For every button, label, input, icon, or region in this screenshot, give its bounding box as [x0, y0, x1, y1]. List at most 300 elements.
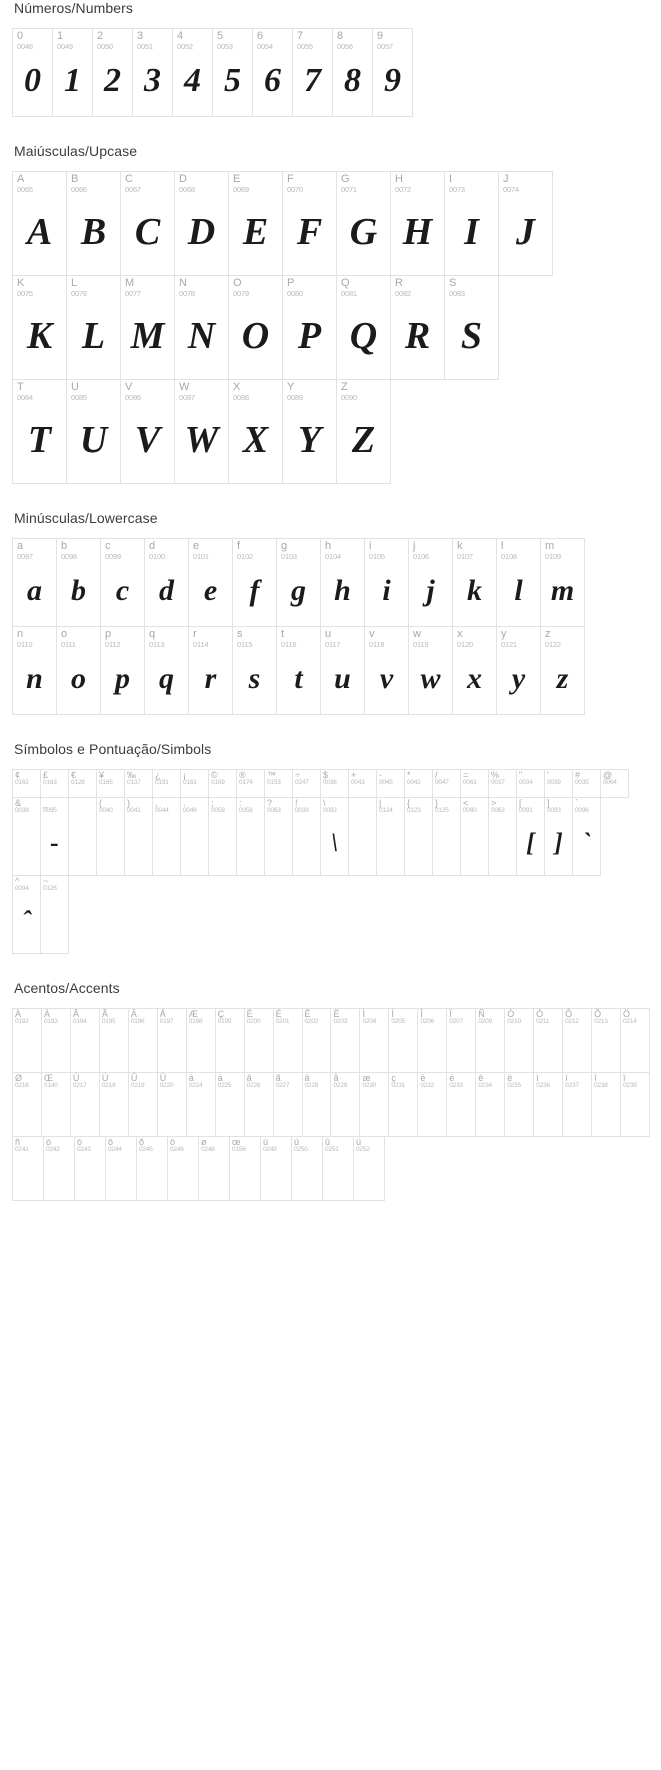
- glyph-cell[interactable]: [145, 627, 189, 715]
- glyph-cell[interactable]: [13, 627, 57, 715]
- glyph-character-label: Ç: [217, 1009, 225, 1019]
- glyph-cell[interactable]: [349, 798, 377, 876]
- glyph-cell[interactable]: [453, 539, 497, 627]
- glyph-code-label: 0094: [15, 885, 29, 893]
- glyph-cell[interactable]: [621, 1009, 650, 1073]
- glyph-cell[interactable]: [601, 770, 629, 798]
- glyph-preview: [476, 1026, 504, 1072]
- glyph-cell[interactable]: [173, 29, 213, 117]
- glyph-cell[interactable]: [373, 29, 413, 117]
- glyph-character-label: /: [435, 770, 438, 780]
- glyph-cell[interactable]: [277, 539, 321, 627]
- glyph-cell[interactable]: [237, 798, 265, 876]
- glyph-meta: [349, 770, 376, 787]
- glyph-cell[interactable]: [13, 29, 53, 117]
- glyph-cell[interactable]: [175, 276, 229, 380]
- glyph-meta: [360, 1009, 388, 1026]
- glyph-cell[interactable]: [181, 770, 209, 798]
- glyph-cell[interactable]: [175, 380, 229, 484]
- glyph-meta: [153, 798, 180, 815]
- glyph-meta: [476, 1009, 504, 1026]
- glyph-cell[interactable]: [13, 1009, 42, 1073]
- glyph-cell[interactable]: [476, 1073, 505, 1137]
- glyph-meta: [337, 172, 390, 193]
- glyph-cell[interactable]: [42, 1073, 71, 1137]
- glyph-character-label: Í: [391, 1009, 394, 1019]
- glyph-cell[interactable]: [321, 770, 349, 798]
- glyph-cell[interactable]: [57, 627, 101, 715]
- glyph-cell[interactable]: [489, 770, 517, 798]
- glyph-cell[interactable]: [377, 770, 405, 798]
- glyph-preview: s: [248, 662, 261, 696]
- glyph-character-label: ;: [211, 798, 214, 808]
- glyph-row: [12, 627, 585, 715]
- glyph-cell[interactable]: [13, 276, 67, 380]
- glyph-code-label: 0121: [501, 639, 517, 649]
- glyph-code-label: 0113: [149, 639, 165, 649]
- glyph-cell[interactable]: [230, 1137, 261, 1201]
- glyph-code-label: 0112: [105, 639, 121, 649]
- glyph-cell[interactable]: [621, 1073, 650, 1137]
- glyph-cell[interactable]: [445, 172, 499, 276]
- glyph-meta: [323, 1137, 353, 1154]
- glyph-cell[interactable]: [461, 798, 489, 876]
- glyph-code-label: 0081: [341, 288, 357, 298]
- glyph-cell[interactable]: [333, 29, 373, 117]
- glyph-cell[interactable]: [337, 380, 391, 484]
- glyph-code-label: 0233: [449, 1082, 463, 1090]
- glyph-cell[interactable]: [265, 798, 293, 876]
- glyph-cell[interactable]: [418, 1073, 447, 1137]
- glyph-code-label: 0095: [43, 807, 57, 815]
- glyph-cell[interactable]: [93, 29, 133, 117]
- glyph-code-label: 0043: [351, 779, 365, 787]
- glyph-cell[interactable]: [216, 1009, 245, 1073]
- glyph-cell[interactable]: [541, 627, 585, 715]
- glyph-cell[interactable]: [229, 380, 283, 484]
- glyph-cell[interactable]: [187, 1073, 216, 1137]
- glyph-cell[interactable]: [153, 770, 181, 798]
- glyph-meta: [331, 1073, 359, 1090]
- glyph-character-label: ': [547, 770, 549, 780]
- glyph-cell[interactable]: [106, 1137, 137, 1201]
- glyph-cell[interactable]: [125, 798, 153, 876]
- glyph-character-label: Ì: [362, 1009, 365, 1019]
- glyph-character-label: ë: [507, 1073, 513, 1083]
- glyph-cell[interactable]: [209, 798, 237, 876]
- glyph-cell[interactable]: [101, 539, 145, 627]
- glyph-cell[interactable]: [409, 627, 453, 715]
- glyph-cell[interactable]: [13, 1073, 42, 1137]
- glyph-cell[interactable]: [168, 1137, 199, 1201]
- glyph-meta: [13, 1009, 41, 1026]
- glyph-cell[interactable]: [453, 627, 497, 715]
- glyph-cell[interactable]: [545, 770, 573, 798]
- glyph-character-label: u: [325, 628, 332, 640]
- glyph-cell[interactable]: [573, 770, 601, 798]
- glyph-cell[interactable]: [461, 770, 489, 798]
- glyph-cell[interactable]: [158, 1009, 187, 1073]
- glyph-cell[interactable]: [418, 1009, 447, 1073]
- glyph-preview: [534, 1026, 562, 1072]
- glyph-preview: [71, 1090, 99, 1136]
- glyph-character-label: £: [43, 770, 49, 780]
- glyph-cell[interactable]: [67, 276, 121, 380]
- glyph-cell[interactable]: [445, 276, 499, 380]
- glyph-code-label: 0169: [211, 779, 225, 787]
- glyph-character-label: @: [603, 770, 613, 780]
- glyph-preview: [158, 1090, 186, 1136]
- glyph-code-label: 0218: [101, 1082, 116, 1090]
- glyph-code-label: 0090: [341, 392, 357, 402]
- glyph-character-label: O: [233, 277, 242, 289]
- glyph-cell[interactable]: [187, 1009, 216, 1073]
- glyph-code-label: 0111: [61, 639, 76, 649]
- glyph-cell[interactable]: [389, 1009, 418, 1073]
- glyph-meta: [391, 172, 444, 193]
- glyph-code-label: 0077: [125, 288, 141, 298]
- glyph-meta: [489, 770, 516, 787]
- glyph-preview: N: [187, 315, 216, 358]
- glyph-meta: [181, 770, 208, 787]
- glyph-cell[interactable]: [505, 1009, 534, 1073]
- glyph-cell[interactable]: [121, 380, 175, 484]
- glyph-code-label: 0191: [155, 779, 169, 787]
- glyph-preview: [418, 1090, 446, 1136]
- glyph-cell[interactable]: [69, 770, 97, 798]
- glyph-cell[interactable]: [592, 1073, 621, 1137]
- glyph-cell[interactable]: [129, 1009, 158, 1073]
- glyph-cell[interactable]: [592, 1009, 621, 1073]
- glyph-character-label: ~: [43, 876, 49, 886]
- glyph-cell[interactable]: [97, 770, 125, 798]
- glyph-cell[interactable]: [213, 29, 253, 117]
- glyph-meta: [125, 798, 152, 815]
- glyph-cell[interactable]: [283, 172, 337, 276]
- glyph-preview: [13, 1026, 41, 1072]
- glyph-cell[interactable]: [293, 770, 321, 798]
- glyph-cell[interactable]: [447, 1073, 476, 1137]
- glyph-cell[interactable]: [505, 1073, 534, 1137]
- glyph-code-label: 0096: [575, 807, 589, 815]
- glyph-cell[interactable]: [360, 1073, 389, 1137]
- glyph-cell[interactable]: [499, 172, 553, 276]
- glyph-character-label: Â: [72, 1009, 79, 1019]
- glyph-preview: `: [582, 828, 591, 858]
- glyph-code-label: 0093: [547, 807, 561, 815]
- glyph-cell[interactable]: [541, 539, 585, 627]
- glyph-cell[interactable]: [253, 29, 293, 117]
- glyph-cell[interactable]: [13, 770, 41, 798]
- glyph-cell[interactable]: [517, 798, 545, 876]
- glyph-cell[interactable]: [245, 1073, 274, 1137]
- glyph-cell[interactable]: [125, 770, 153, 798]
- glyph-preview: L: [81, 315, 106, 358]
- glyph-cell[interactable]: [189, 539, 233, 627]
- glyph-code-label: 0200: [246, 1018, 261, 1026]
- glyph-cell[interactable]: [245, 1009, 274, 1073]
- glyph-cell[interactable]: [133, 29, 173, 117]
- glyph-cell[interactable]: [405, 770, 433, 798]
- glyph-cell[interactable]: [233, 539, 277, 627]
- glyph-cell[interactable]: [517, 770, 545, 798]
- glyph-cell[interactable]: [283, 380, 337, 484]
- glyph-cell[interactable]: [293, 798, 321, 876]
- glyph-meta: [331, 1009, 359, 1026]
- glyph-preview: [245, 1026, 273, 1072]
- glyph-cell[interactable]: [303, 1073, 332, 1137]
- glyph-code-label: 0035: [575, 779, 589, 787]
- glyph-character-label: J: [503, 173, 509, 185]
- glyph-cell[interactable]: [497, 539, 541, 627]
- glyph-character-label: û: [325, 1137, 331, 1147]
- glyph-preview: Z: [351, 419, 376, 462]
- glyph-cell[interactable]: [101, 627, 145, 715]
- glyph-cell[interactable]: [365, 627, 409, 715]
- glyph-cell[interactable]: [389, 1073, 418, 1137]
- glyph-cell[interactable]: [391, 276, 445, 380]
- glyph-cell[interactable]: [13, 876, 41, 954]
- glyph-cell[interactable]: [331, 1009, 360, 1073]
- glyph-cell[interactable]: [489, 798, 517, 876]
- glyph-cell[interactable]: [261, 1137, 292, 1201]
- glyph-preview: U: [79, 419, 108, 462]
- glyph-cell[interactable]: [354, 1137, 385, 1201]
- glyph-cell[interactable]: [405, 798, 433, 876]
- glyph-code-label: 0210: [507, 1018, 521, 1026]
- glyph-cell[interactable]: [129, 1073, 158, 1137]
- glyph-cell[interactable]: [293, 29, 333, 117]
- glyph-meta: [321, 539, 364, 560]
- glyph-meta: [13, 29, 52, 50]
- glyph-preview: [377, 815, 404, 875]
- glyph-meta: [13, 380, 66, 401]
- glyph-cell[interactable]: [233, 627, 277, 715]
- glyph-meta: [100, 1073, 128, 1090]
- glyph-code-label: 0085: [71, 392, 87, 402]
- glyph-cell[interactable]: [13, 1137, 44, 1201]
- glyph-cell[interactable]: [274, 1009, 303, 1073]
- glyph-code-label: 0174: [239, 779, 253, 787]
- glyph-character-label: €: [71, 770, 77, 780]
- glyph-preview: w: [420, 662, 441, 696]
- glyph-cell[interactable]: [563, 1009, 592, 1073]
- glyph-meta: [229, 172, 282, 193]
- glyph-cell[interactable]: [337, 276, 391, 380]
- glyph-cell[interactable]: [75, 1137, 106, 1201]
- glyph-cell[interactable]: [497, 627, 541, 715]
- glyph-code-label: 0054: [257, 41, 273, 51]
- glyph-preview: [321, 787, 348, 797]
- glyph-character-label: æ: [362, 1073, 371, 1083]
- glyph-preview: [125, 815, 152, 875]
- glyph-meta: [133, 29, 172, 50]
- glyph-cell[interactable]: [283, 276, 337, 380]
- glyph-cell[interactable]: [534, 1009, 563, 1073]
- glyph-cell[interactable]: [71, 1009, 100, 1073]
- glyph-meta: [189, 627, 232, 648]
- glyph-cell[interactable]: [573, 798, 601, 876]
- glyph-cell[interactable]: [321, 627, 365, 715]
- glyph-cell[interactable]: [41, 798, 69, 876]
- glyph-code-label: 0080: [287, 288, 303, 298]
- glyph-code-label: 0244: [108, 1146, 122, 1154]
- glyph-meta: [621, 1073, 649, 1090]
- glyph-meta: [13, 539, 56, 560]
- glyph-cell[interactable]: [189, 627, 233, 715]
- glyph-cell[interactable]: [545, 798, 573, 876]
- glyph-cell[interactable]: [265, 770, 293, 798]
- glyph-cell[interactable]: [365, 539, 409, 627]
- glyph-cell[interactable]: [121, 276, 175, 380]
- glyph-cell[interactable]: [100, 1073, 129, 1137]
- glyph-code-label: 0201: [275, 1018, 290, 1026]
- glyph-meta: [377, 770, 404, 787]
- glyph-cell[interactable]: [476, 1009, 505, 1073]
- glyph-cell[interactable]: [13, 798, 41, 876]
- glyph-cell[interactable]: [44, 1137, 75, 1201]
- glyph-meta: [93, 29, 132, 50]
- glyph-cell[interactable]: [41, 876, 69, 954]
- glyph-cell[interactable]: [349, 770, 377, 798]
- glyph-cell[interactable]: [377, 798, 405, 876]
- glyph-preview: t: [294, 662, 303, 696]
- glyph-preview: [293, 787, 320, 797]
- glyph-meta: [265, 770, 292, 787]
- glyph-row: [12, 171, 553, 276]
- glyph-code-label: 0123: [407, 807, 421, 815]
- glyph-meta: [293, 798, 320, 815]
- glyph-meta: [67, 276, 120, 297]
- glyph-cell[interactable]: [563, 1073, 592, 1137]
- glyph-cell[interactable]: [331, 1073, 360, 1137]
- glyph-code-label: 0198: [188, 1018, 203, 1026]
- glyph-code-label: 0231: [391, 1082, 406, 1090]
- glyph-character-label: Ø: [15, 1073, 23, 1083]
- glyph-cell[interactable]: [158, 1073, 187, 1137]
- glyph-meta: [337, 276, 390, 297]
- glyph-code-label: 0224: [188, 1082, 203, 1090]
- glyph-character-label: 7: [297, 30, 304, 42]
- glyph-cell[interactable]: [229, 172, 283, 276]
- glyph-cell[interactable]: [277, 627, 321, 715]
- glyph-cell[interactable]: [433, 798, 461, 876]
- glyph-code-label: 0086: [125, 392, 141, 402]
- glyph-cell[interactable]: [199, 1137, 230, 1201]
- glyph-meta: [199, 1137, 229, 1154]
- glyph-row: [12, 380, 391, 484]
- glyph-cell[interactable]: [121, 172, 175, 276]
- glyph-meta: [447, 1009, 475, 1026]
- glyph-cell[interactable]: [409, 539, 453, 627]
- glyph-preview: [592, 1026, 620, 1072]
- glyph-cell[interactable]: [433, 770, 461, 798]
- glyph-cell[interactable]: [292, 1137, 323, 1201]
- glyph-meta: [71, 1073, 99, 1090]
- glyph-preview: [303, 1090, 331, 1136]
- glyph-code-label: 0041: [127, 807, 141, 815]
- glyph-cell[interactable]: [100, 1009, 129, 1073]
- glyph-cell[interactable]: [360, 1009, 389, 1073]
- glyph-cell[interactable]: [321, 798, 349, 876]
- glyph-cell[interactable]: [42, 1009, 71, 1073]
- glyph-cell[interactable]: [69, 798, 97, 876]
- glyph-meta: [71, 1009, 99, 1026]
- glyph-preview: [433, 815, 460, 875]
- glyph-character-label: ™: [267, 770, 276, 780]
- glyph-cell[interactable]: [323, 1137, 354, 1201]
- glyph-preview: [389, 1026, 417, 1072]
- glyph-preview: [349, 787, 376, 797]
- glyph-cell[interactable]: [71, 1073, 100, 1137]
- glyph-preview: y: [511, 662, 526, 696]
- glyph-code-label: 0067: [125, 184, 141, 194]
- glyph-meta: [274, 1073, 302, 1090]
- glyph-cell[interactable]: [57, 539, 101, 627]
- glyph-cell[interactable]: [153, 798, 181, 876]
- glyph-character-label: `: [575, 798, 578, 808]
- glyph-preview: e: [203, 574, 218, 608]
- glyph-cell[interactable]: [303, 1009, 332, 1073]
- glyph-cell[interactable]: [145, 539, 189, 627]
- glyph-code-label: 0033: [295, 807, 309, 815]
- glyph-code-label: 0165: [99, 779, 113, 787]
- glyph-character-label: à: [188, 1073, 194, 1083]
- glyph-code-label: 0076: [71, 288, 87, 298]
- glyph-character-label: &: [15, 798, 22, 808]
- glyph-preview: [106, 1154, 136, 1200]
- glyph-cell[interactable]: [274, 1073, 303, 1137]
- glyph-preview: [71, 1026, 99, 1072]
- glyph-cell[interactable]: [13, 539, 57, 627]
- glyph-cell[interactable]: [13, 172, 67, 276]
- glyph-cell[interactable]: [175, 172, 229, 276]
- glyph-code-label: 0109: [545, 551, 561, 561]
- glyph-cell[interactable]: [321, 539, 365, 627]
- glyph-preview: [349, 799, 376, 875]
- glyph-code-label: 0063: [267, 807, 281, 815]
- glyph-cell[interactable]: [447, 1009, 476, 1073]
- glyph-cell[interactable]: [181, 798, 209, 876]
- glyph-code-label: 0103: [281, 551, 297, 561]
- glyph-cell[interactable]: [67, 380, 121, 484]
- glyph-cell[interactable]: [67, 172, 121, 276]
- glyph-character-label: o: [61, 628, 68, 640]
- glyph-cell[interactable]: [97, 798, 125, 876]
- glyph-meta: [97, 798, 124, 815]
- glyph-cell[interactable]: [391, 172, 445, 276]
- glyph-cell[interactable]: [137, 1137, 168, 1201]
- glyph-meta: [57, 539, 100, 560]
- glyph-code-label: 0068: [179, 184, 195, 194]
- glyph-cell[interactable]: [229, 276, 283, 380]
- glyph-cell[interactable]: [534, 1073, 563, 1137]
- glyph-preview: [505, 1026, 533, 1072]
- glyph-cell[interactable]: [13, 380, 67, 484]
- glyph-cell[interactable]: [209, 770, 237, 798]
- glyph-cell[interactable]: [53, 29, 93, 117]
- glyph-cell[interactable]: [337, 172, 391, 276]
- glyph-cell[interactable]: [41, 770, 69, 798]
- glyph-preview: Y: [297, 419, 322, 462]
- glyph-preview: [447, 1090, 475, 1136]
- glyph-meta: [433, 770, 460, 787]
- glyph-preview: S: [460, 315, 483, 358]
- glyph-cell[interactable]: [216, 1073, 245, 1137]
- glyph-code-label: 0105: [369, 551, 385, 561]
- glyph-cell[interactable]: [237, 770, 265, 798]
- glyph-code-label: 0227: [275, 1082, 290, 1090]
